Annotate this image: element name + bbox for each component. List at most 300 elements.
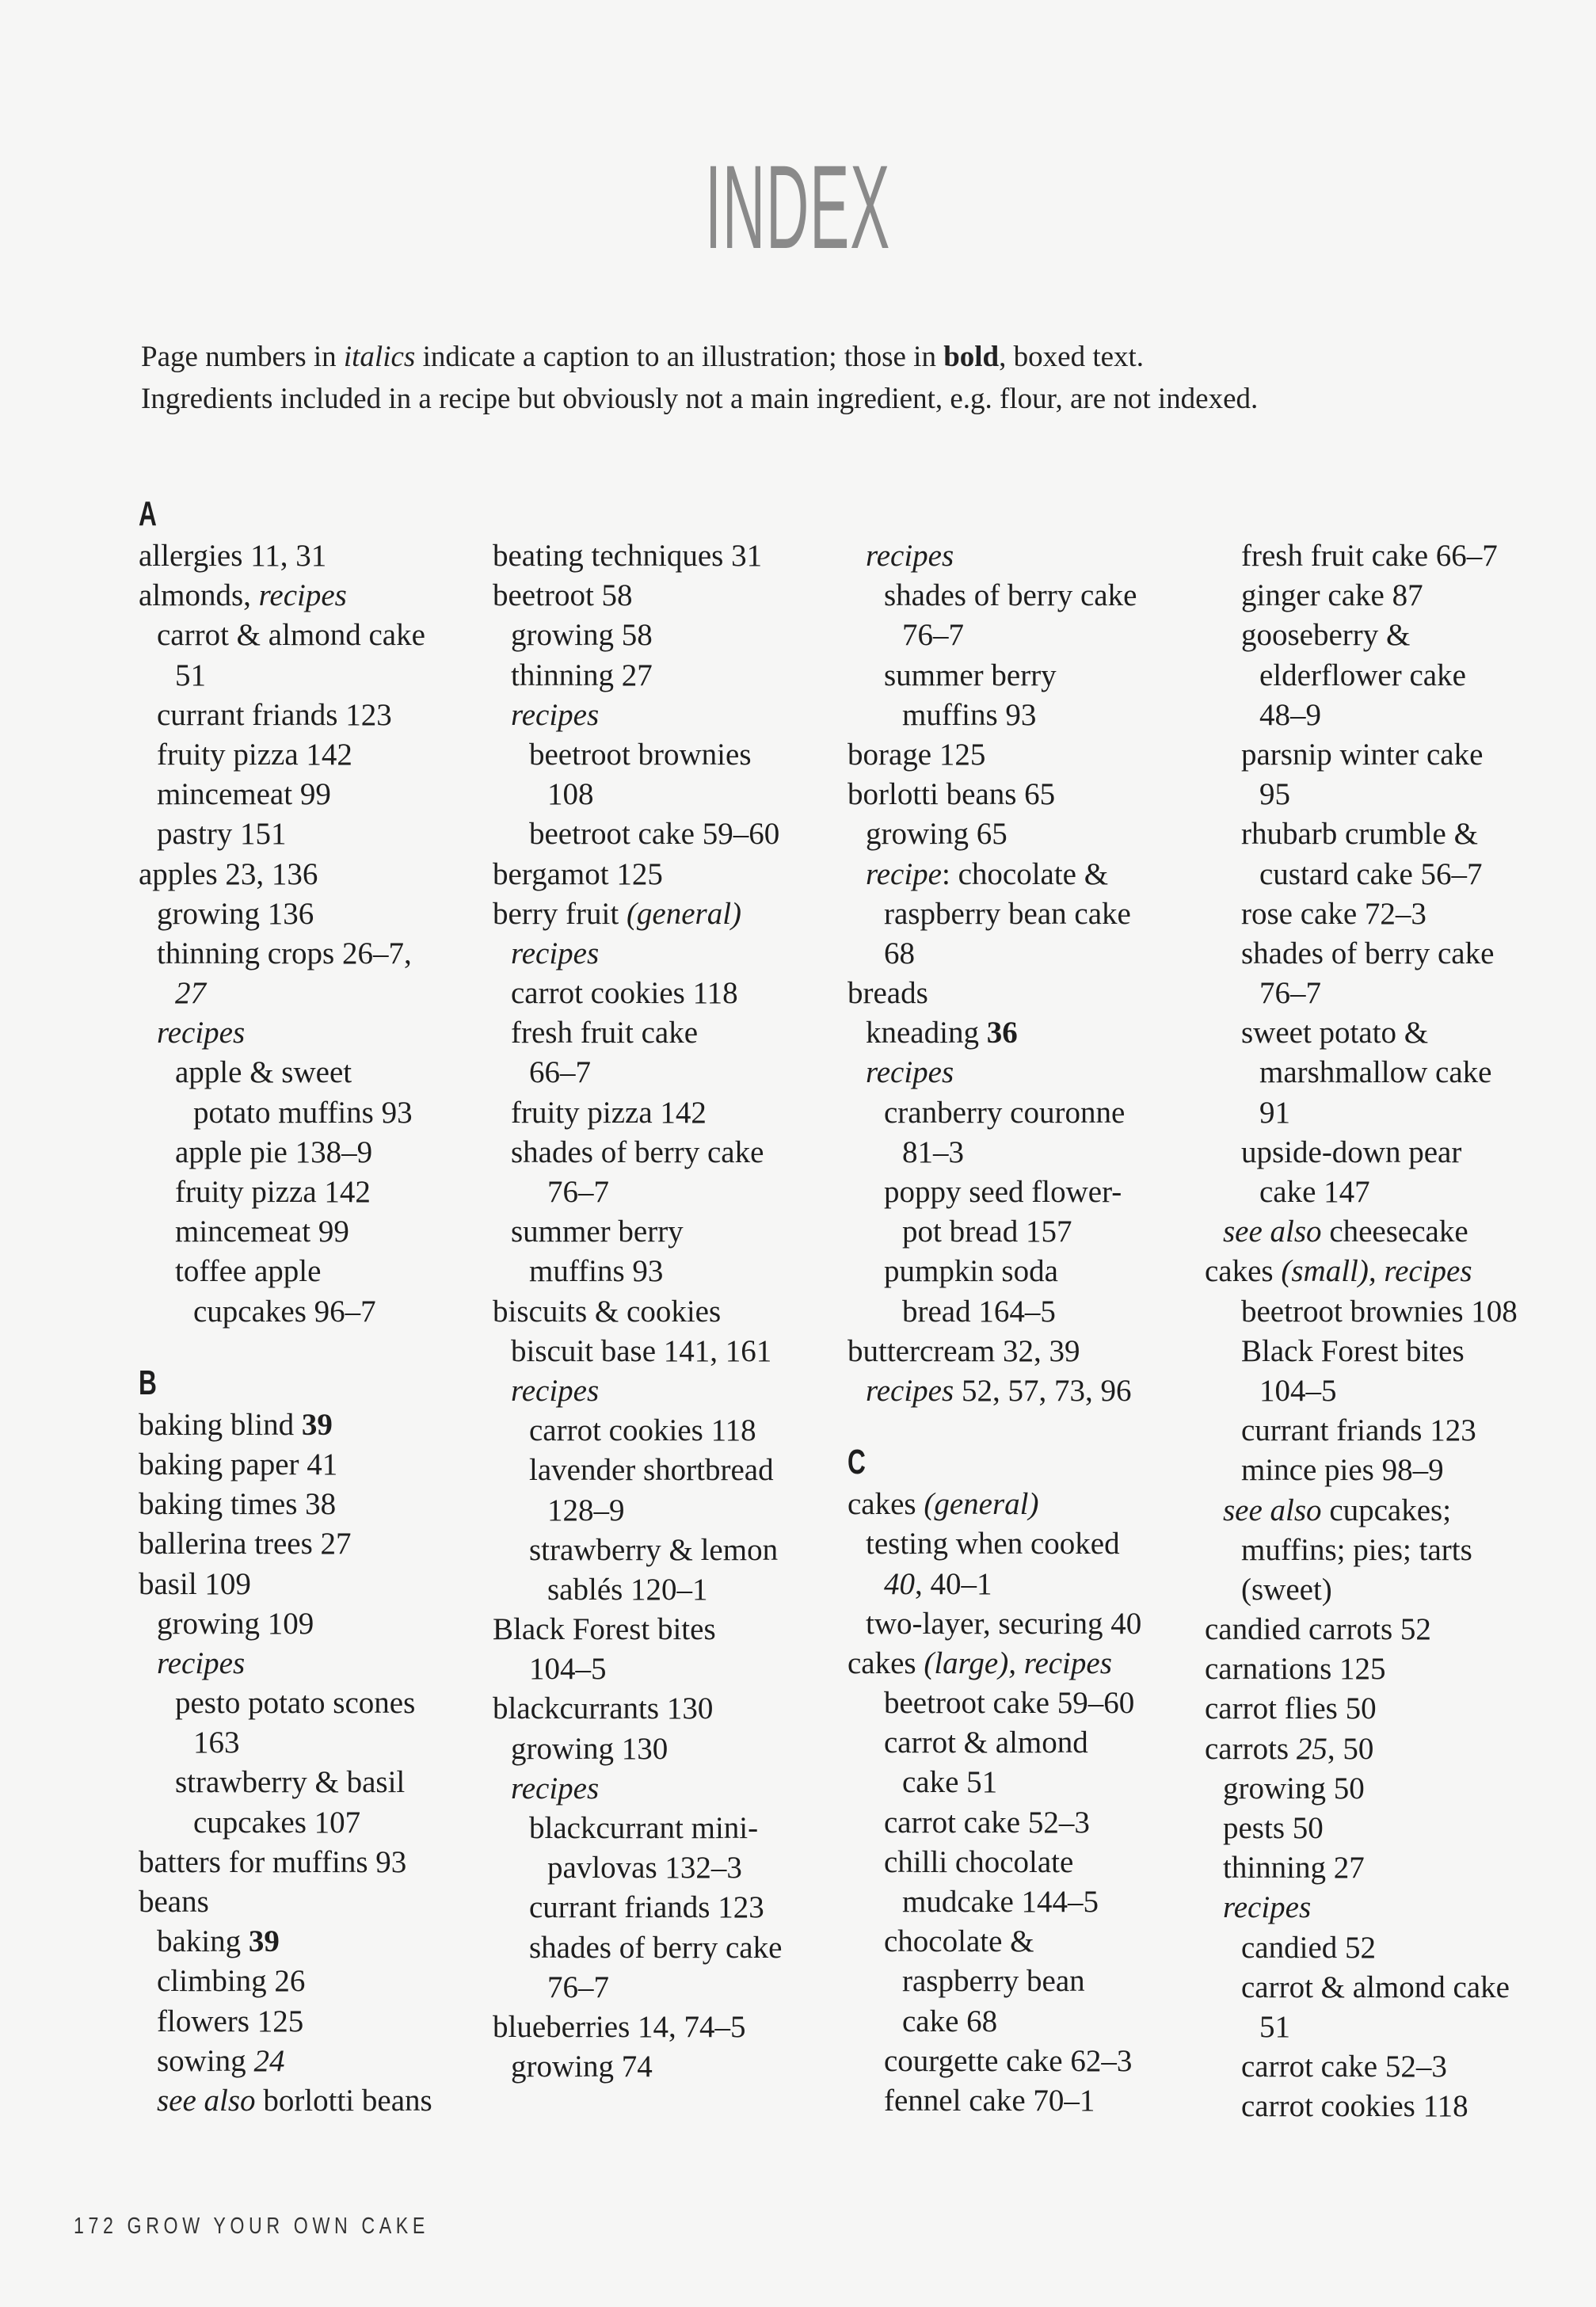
index-entry [139, 1922, 432, 1962]
index-entry [848, 974, 1141, 1013]
intro-text: , boxed text. [999, 341, 1145, 373]
index-column-4 [1205, 536, 1518, 2127]
index-entry [1205, 855, 1518, 894]
entry-text: thinning 27 [1223, 1851, 1365, 1886]
index-entry [848, 1922, 1141, 1962]
index-entry [139, 1962, 432, 2001]
entry-text: carrot cookies 118 [529, 1413, 756, 1448]
index-entry [1205, 735, 1518, 775]
index-entry [139, 1013, 432, 1053]
entry-text: carrot cookies 118 [511, 976, 738, 1011]
entry-text: currant friands 123 [1241, 1413, 1476, 1448]
index-entry [848, 536, 1141, 576]
entry-text: flowers 125 [157, 2004, 304, 2038]
index-entry [139, 1133, 432, 1173]
entry-text: cranberry couronne [884, 1095, 1126, 1130]
index-entry [139, 696, 432, 735]
index-entry [493, 2008, 782, 2047]
entry-text: beetroot brownies [529, 737, 752, 772]
entry-text: beetroot brownies 108 [1241, 1294, 1518, 1329]
index-entry [1205, 1451, 1518, 1490]
entry-text: courgette cake 62–3 [884, 2043, 1133, 2078]
entry-italic-text: recipes [866, 1055, 954, 1090]
index-entry [848, 1763, 1141, 1802]
entry-text: beans [139, 1885, 209, 1919]
index-entry [848, 2042, 1141, 2081]
index-entry [848, 1882, 1141, 1922]
entry-text: currant friands 123 [157, 697, 392, 732]
index-entry [848, 656, 1141, 696]
entry-text: : chocolate & [942, 856, 1109, 891]
entry-text: sablés 120–1 [547, 1572, 708, 1607]
entry-text: strawberry & lemon [529, 1532, 779, 1567]
entry-text: cake 147 [1259, 1175, 1370, 1209]
index-entry [493, 656, 782, 696]
entry-text: pastry 151 [157, 817, 287, 852]
entry-text: parsnip winter cake [1241, 737, 1484, 772]
index-entry [139, 2081, 432, 2121]
index-entry [1205, 814, 1518, 854]
entry-text: marshmallow cake [1259, 1055, 1492, 1090]
index-entry [139, 656, 432, 696]
index-entry [139, 1684, 432, 1723]
entry-text: borage 125 [848, 737, 986, 772]
entry-text: berry fruit [493, 896, 627, 931]
index-entry [493, 1053, 782, 1092]
index-intro [141, 336, 1567, 420]
index-entry [493, 1093, 782, 1133]
entry-italic-text: recipes [866, 539, 954, 573]
entry-text: carrot & almond cake [157, 618, 425, 653]
index-entry [493, 1252, 782, 1291]
index-entry [493, 1451, 782, 1490]
entry-text: batters for muffins 93 [139, 1844, 407, 1879]
index-entry [493, 696, 782, 735]
index-entry [1205, 1053, 1518, 1092]
section-letter: C [848, 1443, 866, 1482]
index-entry [848, 1212, 1141, 1252]
entry-text: 51 [175, 658, 206, 692]
index-entry [493, 1769, 782, 1809]
entry-text: fruity pizza 142 [511, 1095, 707, 1130]
index-entry [493, 1570, 782, 1610]
entry-text: beetroot cake 59–60 [884, 1686, 1135, 1721]
entry-text: biscuits & cookies [493, 1294, 722, 1329]
entry-text: beetroot 58 [493, 578, 633, 613]
entry-text: elderflower cake [1259, 658, 1466, 692]
entry-text: baking times 38 [139, 1487, 337, 1522]
entry-text: blackcurrant mini- [529, 1811, 759, 1845]
entry-text: cupcakes; [1321, 1493, 1452, 1527]
entry-text: mincemeat 99 [157, 777, 331, 812]
index-entry [493, 1928, 782, 1968]
entry-text: growing 109 [157, 1606, 314, 1641]
entry-text: fruity pizza 142 [175, 1175, 371, 1209]
entry-italic-text: (large), recipes [924, 1645, 1112, 1680]
entry-text: buttercream 32, 39 [848, 1333, 1080, 1368]
entry-text: shades of berry cake [511, 1134, 764, 1169]
entry-text: 128–9 [547, 1493, 625, 1527]
index-entry [848, 1013, 1141, 1053]
index-entry [848, 775, 1141, 814]
index-entry [848, 1292, 1141, 1332]
entry-text: apple pie 138–9 [175, 1134, 373, 1169]
index-entry [1205, 1411, 1518, 1451]
entry-italic-text: recipes [1223, 1890, 1312, 1925]
entry-text: growing 130 [511, 1731, 668, 1766]
index-entry [493, 1133, 782, 1173]
index-entry [493, 1689, 782, 1729]
index-entry [139, 1405, 432, 1445]
index-entry [493, 2047, 782, 2087]
entry-text: mince pies 98–9 [1241, 1453, 1444, 1488]
index-entry [493, 1332, 782, 1371]
entry-text: cakes [1205, 1254, 1282, 1289]
entry-text: summer berry [511, 1215, 684, 1249]
index-entry [848, 2002, 1141, 2042]
entry-text: cheesecake [1321, 1215, 1468, 1249]
index-entry [139, 855, 432, 894]
index-entry [139, 1882, 432, 1922]
entry-text: borlotti beans [255, 2083, 432, 2118]
entry-text: poppy seed flower- [884, 1175, 1122, 1209]
entry-text: apples 23, 136 [139, 856, 318, 891]
intro-text: indicate a caption to an illustration; those in [415, 341, 944, 373]
entry-text: raspberry bean [902, 1964, 1085, 1999]
entry-text: cakes [848, 1645, 924, 1680]
entry-text: candied 52 [1241, 1930, 1377, 1965]
index-entry [493, 735, 782, 775]
index-entry [1205, 1689, 1518, 1729]
entry-text: apple & sweet [175, 1055, 352, 1090]
index-entry [139, 1604, 432, 1644]
entry-text: carrot flies 50 [1205, 1691, 1377, 1726]
entry-text: 95 [1259, 777, 1290, 812]
entry-italic-text: recipes [866, 1373, 954, 1408]
section-letter: A [139, 494, 157, 533]
entry-text: 81–3 [902, 1134, 964, 1169]
entry-italic-text: (general) [626, 896, 742, 931]
entry-text: fennel cake 70–1 [884, 2083, 1095, 2118]
entry-text: pot bread 157 [902, 1215, 1072, 1249]
page-title [0, 140, 1596, 273]
entry-text: 51 [1259, 2009, 1290, 2044]
index-entry [493, 934, 782, 974]
entry-text: growing 65 [866, 817, 1007, 852]
entry-text: rose cake 72–3 [1241, 896, 1426, 931]
entry-bold-text: 36 [986, 1016, 1018, 1051]
index-entry [1205, 536, 1518, 576]
entry-text: 108 [547, 777, 594, 812]
entry-text: , 40–1 [915, 1566, 992, 1601]
entry-text: , 50 [1327, 1731, 1374, 1766]
entry-text: ballerina trees 27 [139, 1527, 352, 1562]
index-entry [848, 814, 1141, 854]
index-entry [1205, 1173, 1518, 1212]
index-entry [1205, 1729, 1518, 1769]
entry-text: strawberry & basil [175, 1765, 406, 1800]
entry-text: 68 [884, 936, 915, 970]
entry-text: kneading [866, 1016, 987, 1051]
entry-text: carnations 125 [1205, 1652, 1386, 1687]
index-entry [493, 775, 782, 814]
entry-text: bergamot 125 [493, 856, 663, 891]
index-entry [848, 934, 1141, 974]
entry-text: pests 50 [1223, 1811, 1324, 1845]
entry-text: growing 136 [157, 896, 314, 931]
index-entry [848, 1524, 1141, 1564]
entry-text: baking [157, 1924, 249, 1959]
index-entry [1205, 1928, 1518, 1968]
index-entry [1205, 894, 1518, 934]
intro-line-2: Ingredients included in a recipe but obviously not a main ingredient, e.g. flour, are not indexed. [141, 383, 1259, 415]
index-entry [139, 1803, 432, 1843]
index-entry [493, 1610, 782, 1649]
entry-italic-text: recipes [511, 1771, 600, 1806]
entry-italic-text: 40 [884, 1566, 915, 1601]
entry-text: beetroot cake 59–60 [529, 817, 780, 852]
index-entry [493, 1649, 782, 1689]
index-column-3 [848, 536, 1141, 2121]
index-entry [139, 576, 432, 616]
index-entry [493, 1013, 782, 1053]
entry-text: thinning 27 [511, 658, 653, 692]
index-entry [1205, 1769, 1518, 1809]
index-entry [1205, 1968, 1518, 2008]
entry-text: 66–7 [529, 1055, 591, 1090]
entry-text: gooseberry & [1241, 618, 1411, 653]
entry-text: sowing [157, 2043, 254, 2078]
entry-text: 76–7 [902, 618, 964, 653]
index-entry [848, 1684, 1141, 1723]
entry-text: mudcake 144–5 [902, 1885, 1099, 1919]
entry-italic-text: 24 [253, 2043, 285, 2078]
index-entry [1205, 1531, 1518, 1570]
entry-text: fruity pizza 142 [157, 737, 352, 772]
index-entry [1205, 1371, 1518, 1411]
entry-text: 104–5 [1259, 1373, 1337, 1408]
index-entry [848, 894, 1141, 934]
entry-text: custard cake 56–7 [1259, 856, 1483, 891]
index-entry [848, 696, 1141, 735]
index-entry [1205, 1610, 1518, 1649]
index-entry [1205, 696, 1518, 735]
entry-text: Black Forest bites [1241, 1333, 1465, 1368]
entry-bold-text: 39 [248, 1924, 280, 1959]
entry-italic-text: recipes [511, 936, 600, 970]
index-entry [848, 2081, 1141, 2121]
index-entry [139, 1093, 432, 1133]
entry-text: raspberry bean cake [884, 896, 1131, 931]
index-entry [848, 1644, 1141, 1684]
entry-text: upside-down pear [1241, 1134, 1462, 1169]
page-footer: 172 GROW YOUR OWN CAKE [74, 2214, 429, 2239]
entry-text: 48–9 [1259, 697, 1321, 732]
entry-italic-text: see also [157, 2083, 256, 2118]
index-entry [1205, 616, 1518, 655]
index-entry [493, 1729, 782, 1769]
index-entry [493, 855, 782, 894]
index-entry [493, 1809, 782, 1848]
index-entry [139, 1565, 432, 1604]
index-entry [493, 1292, 782, 1332]
index-entry [139, 1445, 432, 1485]
entry-text: almonds, [139, 578, 259, 613]
index-entry [493, 1888, 782, 1928]
entry-italic-text: recipes [511, 1373, 600, 1408]
entry-text: chilli chocolate [884, 1844, 1074, 1879]
index-entry [139, 1763, 432, 1802]
index-entry [139, 814, 432, 854]
index-entry [493, 1411, 782, 1451]
index-entry [493, 1173, 782, 1212]
entry-italic-text: recipes [511, 697, 600, 732]
entry-text: potato muffins 93 [193, 1095, 413, 1130]
entry-text: basil 109 [139, 1566, 251, 1601]
entry-italic-text: recipes [157, 1016, 246, 1051]
index-entry [139, 1843, 432, 1882]
index-entry [1205, 934, 1518, 974]
entry-italic-text: 27 [175, 976, 206, 1011]
entry-text: (sweet) [1241, 1572, 1332, 1607]
index-entry [848, 1843, 1141, 1882]
index-entry [139, 934, 432, 974]
index-entry [1205, 2087, 1518, 2126]
entry-text: growing 50 [1223, 1771, 1365, 1806]
entry-text: carrots [1205, 1731, 1297, 1766]
intro-italic: italics [343, 341, 416, 373]
entry-text: ginger cake 87 [1241, 578, 1423, 613]
index-entry [848, 1133, 1141, 1173]
index-column-1 [139, 492, 432, 2121]
index-entry [848, 616, 1141, 655]
entry-bold-text: 39 [301, 1407, 333, 1442]
entry-text: carrot cake 52–3 [1241, 2050, 1447, 2084]
index-entry [493, 536, 782, 576]
entry-text: growing 74 [511, 2050, 653, 2084]
entry-text: candied carrots 52 [1205, 1612, 1431, 1647]
entry-text: breads [848, 976, 928, 1011]
index-entry [1205, 656, 1518, 696]
index-entry [1205, 2008, 1518, 2047]
index-entry [1205, 1809, 1518, 1848]
index-entry [1205, 1252, 1518, 1291]
index-entry [848, 1053, 1141, 1092]
entry-text: testing when cooked [866, 1527, 1120, 1562]
entry-text: summer berry [884, 658, 1057, 692]
index-entry [1205, 974, 1518, 1013]
entry-text: pumpkin soda [884, 1254, 1058, 1289]
entry-text: muffins 93 [529, 1254, 664, 1289]
index-entry [493, 1212, 782, 1252]
index-entry [493, 576, 782, 616]
entry-text: cupcakes 96–7 [193, 1294, 376, 1329]
index-entry [493, 1968, 782, 2008]
entry-text: carrot & almond cake [1241, 1970, 1510, 2004]
entry-text: 76–7 [1259, 976, 1321, 1011]
index-entry [848, 1252, 1141, 1291]
index-entry [848, 855, 1141, 894]
index-entry [1205, 1570, 1518, 1610]
entry-text: pesto potato scones [175, 1686, 416, 1721]
entry-text: toffee apple [175, 1254, 322, 1289]
entry-text: thinning crops 26–7, [157, 936, 412, 970]
index-entry [1205, 1212, 1518, 1252]
entry-text: chocolate & [884, 1924, 1034, 1959]
entry-text: growing 58 [511, 618, 653, 653]
entry-text: borlotti beans 65 [848, 777, 1056, 812]
index-entry [493, 814, 782, 854]
entry-italic-text: (small), recipes [1281, 1254, 1472, 1289]
index-entry [493, 1531, 782, 1570]
index-column-2 [493, 536, 782, 2087]
index-entry [139, 616, 432, 655]
entry-italic-text: recipe [866, 856, 942, 891]
entry-text: muffins 93 [902, 697, 1037, 732]
entry-text: allergies 11, 31 [139, 539, 327, 573]
index-entry [848, 1332, 1141, 1371]
entry-text: beating techniques 31 [493, 539, 763, 573]
entry-text: baking blind [139, 1407, 302, 1442]
index-entry [1205, 1332, 1518, 1371]
entry-text: blueberries 14, 74–5 [493, 2009, 746, 2044]
entry-text: climbing 26 [157, 1964, 306, 1999]
index-entry [493, 974, 782, 1013]
index-entry [139, 536, 432, 576]
entry-text: baking paper 41 [139, 1447, 338, 1481]
index-entry [848, 1723, 1141, 1763]
index-entry [848, 576, 1141, 616]
index-entry [1205, 2047, 1518, 2087]
index-entry [848, 735, 1141, 775]
index-entry [139, 2002, 432, 2042]
index-entry [1205, 1848, 1518, 1888]
index-entry [848, 1485, 1141, 1524]
entry-text: carrot cake 52–3 [884, 1805, 1090, 1840]
index-entry [1205, 1133, 1518, 1173]
entry-text: currant friands 123 [529, 1890, 764, 1925]
index-entry [1205, 1888, 1518, 1928]
entry-text: cupcakes 107 [193, 1805, 361, 1840]
entry-text: carrot cookies 118 [1241, 2089, 1468, 2124]
index-entry [139, 894, 432, 934]
entry-italic-text: recipes [157, 1645, 246, 1680]
entry-text: shades of berry cake [1241, 936, 1495, 970]
entry-text: 91 [1259, 1095, 1290, 1130]
index-entry [139, 1723, 432, 1763]
index-entry [139, 1644, 432, 1684]
index-entry [139, 1252, 432, 1291]
entry-text: 52, 57, 73, 96 [954, 1373, 1132, 1408]
entry-text: shades of berry cake [529, 1930, 783, 1965]
entry-text: shades of berry cake [884, 578, 1137, 613]
index-entry [139, 1053, 432, 1092]
entry-text: Black Forest bites [493, 1612, 716, 1647]
section-letter: B [139, 1363, 157, 1402]
index-entry [848, 1565, 1141, 1604]
entry-italic-text: see also [1223, 1215, 1322, 1249]
index-entry [139, 1173, 432, 1212]
entry-italic-text: see also [1223, 1493, 1322, 1527]
index-entry [139, 2042, 432, 2081]
index-entry [1205, 1093, 1518, 1133]
entry-text: 76–7 [547, 1970, 609, 2004]
entry-text: 76–7 [547, 1175, 609, 1209]
index-entry [493, 616, 782, 655]
entry-text: carrot & almond [884, 1725, 1088, 1760]
entry-text: biscuit base 141, 161 [511, 1333, 772, 1368]
index-entry [1205, 1292, 1518, 1332]
